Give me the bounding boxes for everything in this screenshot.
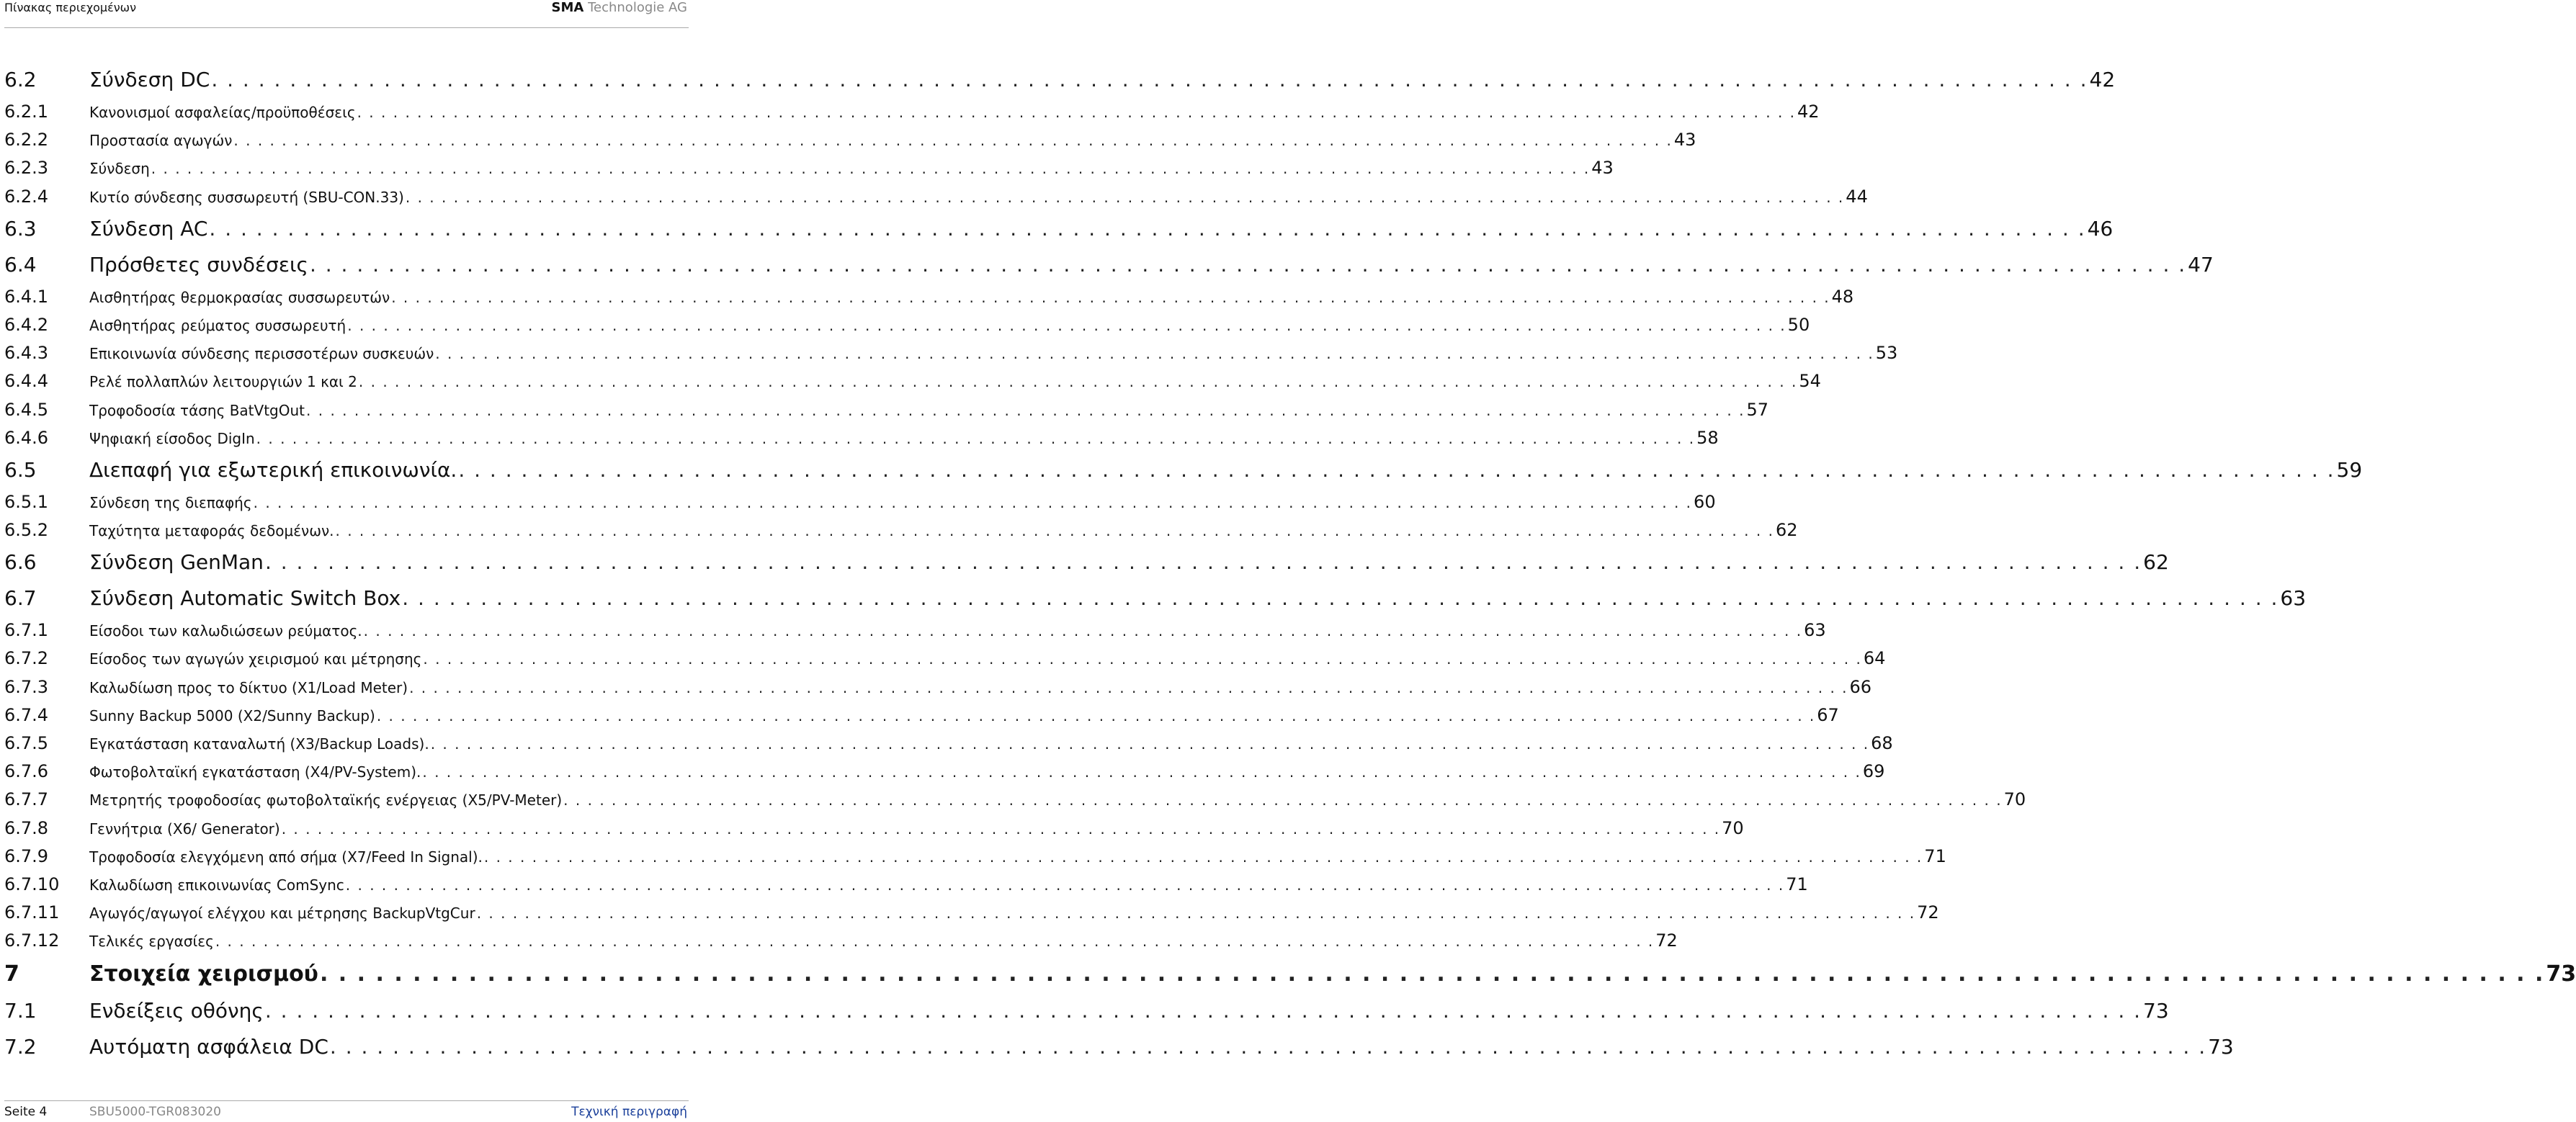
toc-entry-page: 70: [1722, 817, 1744, 838]
toc-dot-leader: . . . . . . . . . . . . . . . . . . . . . . . . . . . . . . . . . . . . . . . . . . . . . . . . . . . . . . . . . . . . . . . . . . . . . . . . . . . . . . . . . . . . . . . . . . . . . . . . . . . . . . . . . . . . . . . . . . . . . . . .: [422, 763, 1861, 781]
toc-entry[interactable]: [4, 339, 1898, 367]
toc-entry-page: 62: [1775, 520, 1798, 541]
toc-entry[interactable]: [4, 62, 2116, 98]
toc-entry-title: Σύνδεση: [89, 160, 150, 178]
toc-entry-page: 42: [2089, 68, 2116, 91]
toc-entry-title: Σύνδεση DC: [89, 68, 210, 91]
toc-entry-page: 62: [2143, 550, 2169, 575]
toc-entry-title: Καλωδίωση προς το δίκτυο (X1/Load Meter): [89, 678, 408, 696]
toc-dot-leader: . . . . . . . . . . . . . . . . . . . . . . . . . . . . . . . . . . . . . . . . . . . . . . . . . . . . . . . . . . . . . . . . . . . . . . . . . . . . . . . . . . . . . . . . . . . . . . . . . . . . . . . . . . . . . . . . . . . . . . . .: [151, 160, 1591, 178]
toc-entry-number: 6.5: [4, 457, 37, 482]
toc-dot-leader: . . . . . . . . . . . . . . . . . . . . . . . . . . . . . . . . . . . . . . . . . . . . . . . . . . . . . . . . . . . . . . . . . . . . . . . . . . . . . . . . . . . . . . . . . . . . . . . . . . . . . . . . . . . . . . . . . . . . . . . .: [435, 345, 1874, 363]
header-section-title: Πίνακας περιεχομένων: [4, 1, 137, 14]
toc-entry[interactable]: [4, 645, 1886, 673]
toc-entry-title: Κανονισμοί ασφαλείας/προϋποθέσεις: [89, 104, 356, 121]
toc-entry-title: Αγωγός/αγωγοί ελέγχου και μέτρησης BackupVtgCur: [89, 905, 475, 923]
toc-entry-title: Ρελέ πολλαπλών λειτουργιών 1 και 2: [89, 373, 357, 391]
toc-entry-title: Ενδείξεις οθόνης: [89, 998, 264, 1023]
toc-dot-leader: . . . . . . . . . . . . . . . . . . . . . . . . . . . . . . . . . . . . . . . . . . . . . . . . . . . . . . . . . . . . . . . . . . . . . . . . . . . . . . . . . . . . . . . . . . . . . . . . . . . . . . . . . . . . . . . . . . . . . . . .: [402, 586, 2279, 611]
toc-entry-title: Στοιχεία χειρισμού: [89, 961, 318, 987]
toc-entry[interactable]: [4, 758, 1885, 786]
toc-entry-title: Ταχύτητα μεταφοράς δεδομένων.: [89, 522, 334, 540]
toc-entry[interactable]: [4, 673, 1872, 701]
toc-entry-number: 6.3: [4, 216, 37, 241]
toc-dot-leader: . . . . . . . . . . . . . . . . . . . . . . . . . . . . . . . . . . . . . . . . . . . . . . . . . . . . . . . . . . . . . . . . . . . . . . . . . . . . . . . . . . . . . . . . . . . . . . . . . . . . . . . . . . . . . . . . . . . . . . . .: [563, 791, 2003, 809]
toc-entry-title: Αισθητήρας ρεύματος συσσωρευτή: [89, 316, 346, 334]
toc-entry-page: 48: [1831, 286, 1854, 307]
toc-entry-number: 6.5.1: [4, 491, 49, 512]
toc-entry[interactable]: [4, 956, 2576, 993]
toc-entry-number: 6.2.3: [4, 158, 49, 179]
header-company: [552, 0, 687, 16]
toc-entry-page: 73: [2208, 1034, 2234, 1059]
toc-entry[interactable]: [4, 701, 1839, 730]
toc-entry-title: Σύνδεση AC: [89, 216, 208, 241]
toc-dot-leader: . . . . . . . . . . . . . . . . . . . . . . . . . . . . . . . . . . . . . . . . . . . . . . . . . . . . . . . . . . . . . . . . . . . . . . . . . . . . . . . . . . . . . . . . . . . . . . . . . . . . . . . . . . . . . . . . . . . . . . . .: [256, 429, 1696, 447]
toc-dot-leader: . . . . . . . . . . . . . . . . . . . . . . . . . . . . . . . . . . . . . . . . . . . . . . . . . . . . . . . . . . . . . . . . . . . . . . . . . . . . . . . . . . . . . . . . . . . . . . . . . . . . . . . . . . . . . . . . . . . . . . . .: [347, 316, 1786, 334]
toc-entry-number: 7.2: [4, 1034, 37, 1059]
toc-entry-page: 71: [1924, 845, 1946, 866]
toc-entry[interactable]: [4, 730, 1893, 758]
toc-entry[interactable]: [4, 871, 1808, 899]
toc-entry-page: 43: [1591, 158, 1614, 179]
toc-entry-title: Πρόσθετες συνδέσεις: [89, 252, 308, 277]
toc-dot-leader: . . . . . . . . . . . . . . . . . . . . . . . . . . . . . . . . . . . . . . . . . . . . . . . . . . . . . . . . . . . . . . . . . . . . . . . . . . . . . . . . . . . . . . . . . . . . . . . . . . . . . . . . . . . . . . . . . . . . . . . .: [329, 1034, 2207, 1059]
toc-entry-page: 64: [1863, 648, 1886, 669]
toc-entry-page: 42: [1797, 102, 1820, 122]
toc-dot-leader: . . . . . . . . . . . . . . . . . . . . . . . . . . . . . . . . . . . . . . . . . . . . . . . . . . . . . . . . . . . . . . . . . . . . . . . . . . . . . . . . . . . . . . . . . . . . . . . . . . . . . . . . . . . . . . . . . . . . . . . .: [357, 104, 1797, 121]
toc-dot-leader: . . . . . . . . . . . . . . . . . . . . . . . . . . . . . . . . . . . . . . . . . . . . . . . . . . . . . . . . . . . . . . . . . . . . . . . . . . . . . . . . . . . . . . . . . . . . . . . . . . . . . . . . . . . . . . . . . . . . . . . .: [430, 735, 1870, 753]
toc-entry-number: 6.2.2: [4, 130, 49, 151]
toc-entry-title: Φωτοβολταϊκή εγκατάσταση (X4/PV-System).: [89, 763, 421, 781]
toc-entry-title: Τελικές εργασίες: [89, 933, 214, 951]
toc-entry[interactable]: [4, 516, 1798, 544]
toc-dot-leader: . . . . . . . . . . . . . . . . . . . . . . . . . . . . . . . . . . . . . . . . . . . . . . . . . . . . . . . . . . . . . . . . . . . . . . . . . . . . . . . . . . . . . . . . . . . . . . . . . . . . . . . . . . . . . . . . . . . . . . . .: [345, 876, 1785, 894]
toc-entry[interactable]: [4, 927, 1678, 955]
toc-dot-leader: . . . . . . . . . . . . . . . . . . . . . . . . . . . . . . . . . . . . . . . . . . . . . . . . . . . . . . . . . . . . . . . . . . . . . . . . . . . . . . . . . . . . . . . . . . . . . . . . . . . . . . . . . . . . . . . . . . . . . . . .: [376, 706, 1816, 724]
toc-entry[interactable]: [4, 211, 2114, 247]
toc-entry-number: 7: [4, 961, 19, 987]
toc-entry-page: 44: [1846, 186, 1868, 207]
toc-entry[interactable]: [4, 283, 1854, 311]
header-company-name: Technologie AG: [588, 0, 687, 15]
toc-entry-number: 6.4.2: [4, 314, 49, 335]
toc-entry-page: 60: [1694, 491, 1716, 512]
toc-dot-leader: . . . . . . . . . . . . . . . . . . . . . . . . . . . . . . . . . . . . . . . . . . . . . . . . . . . . . . . . . . . . . . . . . . . . . . . . . . . . . . . . . . . . . . . . . . . . . . . . . . . . . . . . . . . . . . . . . . . . . . . .: [264, 550, 2142, 575]
toc-entry-page: 46: [2087, 216, 2114, 241]
toc-dot-leader: . . . . . . . . . . . . . . . . . . . . . . . . . . . . . . . . . . . . . . . . . . . . . . . . . . . . . . . . . . . . . . . . . . . . . . . . . . . . . . . . . . . . . . . . . . . . . . . . . . . . . . . . . . . . . . . . . . . . . . . .: [391, 288, 1830, 306]
toc-entry-number: 6.7.3: [4, 676, 49, 697]
toc-entry-page: 50: [1787, 314, 1810, 335]
toc-entry[interactable]: [4, 183, 1868, 211]
toc-dot-leader: . . . . . . . . . . . . . . . . . . . . . . . . . . . . . . . . . . . . . . . . . . . . . . . . . . . . . . . . . . . . . . . . . . . . . . . . . . . . . . . . . . . . . . . . . . . . . . . . . . . . . . . . . . . . . . . . . . . . . . . .: [483, 848, 1923, 866]
toc-entry-page: 63: [2280, 586, 2307, 611]
toc-entry-title: Σύνδεση της διεπαφής: [89, 493, 252, 511]
toc-entry-title: Καλωδίωση επικοινωνίας ComSync: [89, 876, 344, 894]
toc-entry-title: Προστασία αγωγών: [89, 132, 233, 150]
toc-entry-title: Αισθητήρας θερμοκρασίας συσσωρευτών: [89, 288, 390, 306]
toc-dot-leader: . . . . . . . . . . . . . . . . . . . . . . . . . . . . . . . . . . . . . . . . . . . . . . . . . . . . . . . . . . . . . . . . . . . . . . . . . . . . . . . . . . . . . . . . . . . . . . . . . . . . . . . . . . . . . . . . . . . . . . . .: [211, 68, 2088, 91]
toc-entry-number: 6.4.4: [4, 371, 49, 392]
toc-entry-number: 6.6: [4, 550, 37, 575]
toc-dot-leader: . . . . . . . . . . . . . . . . . . . . . . . . . . . . . . . . . . . . . . . . . . . . . . . . . . . . . . . . . . . . . . . . . . . . . . . . . . . . . . . . . . . . . . . . . . . . . . . . . . . . . . . . . . . . . . . . . . . . . . . .: [423, 650, 1862, 668]
toc-entry-title: Σύνδεση Automatic Switch Box: [89, 586, 401, 611]
toc-entry-title: Ψηφιακή είσοδος DigIn: [89, 429, 255, 447]
toc-entry-page: 67: [1817, 704, 1839, 725]
toc-dot-leader: . . . . . . . . . . . . . . . . . . . . . . . . . . . . . . . . . . . . . . . . . . . . . . . . . . . . . . . . . . . . . . . . . . . . . . . . . . . . . . . . . . . . . . . . . . . . . . . . . . . . . . . . . . . . . . . . . . . . . . . .: [264, 998, 2142, 1023]
toc-dot-leader: . . . . . . . . . . . . . . . . . . . . . . . . . . . . . . . . . . . . . . . . . . . . . . . . . . . . . . . . . . . . . . . . . . . . . . . . . . . . . . . . . . . . . . . . . . . . . . . . . . . . . . . . . . . . . . . . . . . . . . . .: [409, 678, 1848, 696]
toc-entry-number: 6.7.1: [4, 620, 49, 641]
toc-entry-title: Σύνδεση GenMan: [89, 550, 264, 575]
toc-entry-page: 63: [1804, 620, 1826, 641]
toc-entry-page: 69: [1862, 761, 1885, 782]
footer-doc-type: Τεχνική περιγραφή: [571, 1105, 687, 1119]
toc-entry-number: 6.7.12: [4, 930, 60, 951]
toc-entry-title: Κυτίο σύνδεσης συσσωρευτή (SBU-CON.33): [89, 188, 404, 206]
toc-entry-number: 6.4: [4, 252, 37, 277]
toc-entry[interactable]: [4, 1029, 2234, 1065]
toc-entry-number: 6.7.10: [4, 874, 60, 894]
toc-dot-leader: . . . . . . . . . . . . . . . . . . . . . . . . . . . . . . . . . . . . . . . . . . . . . . . . . . . . . . . . . . . . . . . . . . . . . . . . . . . . . . . . . . . . . . . . . . . . . . . . . . . . . . . . . . . . . . . . . . . . . . . .: [233, 132, 1673, 150]
toc-entry-number: 6.7.7: [4, 789, 49, 810]
toc-entry-number: 6.7.5: [4, 733, 49, 753]
toc-entry[interactable]: [4, 452, 2363, 488]
toc-entry[interactable]: [4, 311, 1810, 339]
toc-entry[interactable]: [4, 899, 1939, 927]
toc-entry-number: 6.7.11: [4, 902, 60, 923]
toc-entry[interactable]: [4, 786, 2026, 814]
toc-entry[interactable]: [4, 126, 1696, 154]
toc-dot-leader: . . . . . . . . . . . . . . . . . . . . . . . . . . . . . . . . . . . . . . . . . . . . . . . . . . . . . . . . . . . . . . . . . . . . . . . . . . . . . . . . . . . . . . . . . . . . . . . . . . . . . . . . . . . . . . . . . . . . . . . .: [319, 961, 2545, 987]
toc-entry-page: 72: [1917, 902, 1939, 923]
toc-entry-number: 6.2: [4, 68, 37, 91]
toc-dot-leader: . . . . . . . . . . . . . . . . . . . . . . . . . . . . . . . . . . . . . . . . . . . . . . . . . . . . . . . . . . . . . . . . . . . . . . . . . . . . . . . . . . . . . . . . . . . . . . . . . . . . . . . . . . . . . . . . . . . . . . . .: [253, 493, 1693, 511]
toc-entry[interactable]: [4, 247, 2214, 283]
toc-entry-title: Τροφοδοσία ελεγχόμενη από σήμα (X7/Feed In Signal).: [89, 848, 483, 866]
toc-entry-page: 71: [1786, 874, 1808, 894]
toc-entry-page: 73: [2143, 998, 2169, 1023]
toc-entry[interactable]: [4, 367, 1821, 395]
toc-entry[interactable]: [4, 98, 1820, 126]
toc-entry[interactable]: [4, 544, 2169, 580]
toc-entry[interactable]: [4, 814, 1744, 843]
toc-dot-leader: . . . . . . . . . . . . . . . . . . . . . . . . . . . . . . . . . . . . . . . . . . . . . . . . . . . . . . . . . . . . . . . . . . . . . . . . . . . . . . . . . . . . . . . . . . . . . . . . . . . . . . . . . . . . . . . . . . . . . . . .: [215, 933, 1655, 951]
toc-entry-page: 66: [1849, 676, 1872, 697]
toc-entry-number: 6.5.2: [4, 520, 49, 541]
toc-entry-page: 53: [1875, 343, 1898, 364]
toc-entry[interactable]: [4, 424, 1719, 452]
toc-entry-page: 47: [2188, 252, 2214, 277]
toc-entry-number: 6.7: [4, 586, 37, 611]
toc-dot-leader: . . . . . . . . . . . . . . . . . . . . . . . . . . . . . . . . . . . . . . . . . . . . . . . . . . . . . . . . . . . . . . . . . . . . . . . . . . . . . . . . . . . . . . . . . . . . . . . . . . . . . . . . . . . . . . . . . . . . . . . .: [309, 252, 2187, 277]
header-rule: [4, 27, 689, 28]
header-brand: SMA: [551, 0, 584, 15]
toc-entry-page: 58: [1696, 427, 1719, 448]
footer-doc-id: SBU5000-TGR083020: [89, 1105, 221, 1119]
toc-entry-page: 57: [1746, 399, 1768, 420]
toc-entry-number: 6.4.3: [4, 343, 49, 364]
toc-dot-leader: . . . . . . . . . . . . . . . . . . . . . . . . . . . . . . . . . . . . . . . . . . . . . . . . . . . . . . . . . . . . . . . . . . . . . . . . . . . . . . . . . . . . . . . . . . . . . . . . . . . . . . . . . . . . . . . . . . . . . . . .: [363, 622, 1803, 640]
toc-entry[interactable]: [4, 580, 2307, 616]
toc-entry-number: 6.7.9: [4, 845, 49, 866]
toc-entry-number: 6.2.4: [4, 186, 49, 207]
toc-entry-number: 6.7.4: [4, 704, 49, 725]
page-footer: [0, 1100, 692, 1122]
toc-entry[interactable]: [4, 488, 1716, 516]
toc-entry-number: 7.1: [4, 998, 37, 1023]
toc-entry[interactable]: [4, 154, 1614, 182]
toc-entry-title: Γεννήτρια (X6/ Generator): [89, 820, 280, 838]
toc-dot-leader: . . . . . . . . . . . . . . . . . . . . . . . . . . . . . . . . . . . . . . . . . . . . . . . . . . . . . . . . . . . . . . . . . . . . . . . . . . . . . . . . . . . . . . . . . . . . . . . . . . . . . . . . . . . . . . . . . . . . . . . .: [405, 188, 1845, 206]
toc-entry-title: Είσοδοι των καλωδιώσεων ρεύματος.: [89, 622, 362, 640]
toc-entry-number: 6.4.1: [4, 286, 49, 307]
toc-entry[interactable]: [4, 396, 1768, 424]
toc-entry[interactable]: [4, 616, 1826, 645]
toc-entry-page: 59: [2336, 457, 2363, 482]
page-header: [0, 0, 692, 29]
toc-entry-title: Τροφοδοσία τάσης BatVtgOut: [89, 401, 305, 419]
toc-entry-title: Είσοδος των αγωγών χειρισμού και μέτρησης: [89, 650, 422, 668]
toc-entry-title: Διεπαφή για εξωτερική επικοινωνία.: [89, 457, 457, 482]
toc-dot-leader: . . . . . . . . . . . . . . . . . . . . . . . . . . . . . . . . . . . . . . . . . . . . . . . . . . . . . . . . . . . . . . . . . . . . . . . . . . . . . . . . . . . . . . . . . . . . . . . . . . . . . . . . . . . . . . . . . . . . . . . .: [209, 216, 2086, 241]
toc-entry[interactable]: [4, 843, 1946, 871]
toc-entry-page: 68: [1871, 733, 1893, 753]
table-of-contents: [4, 62, 2576, 1065]
toc-entry-number: 6.2.1: [4, 102, 49, 122]
toc-dot-leader: . . . . . . . . . . . . . . . . . . . . . . . . . . . . . . . . . . . . . . . . . . . . . . . . . . . . . . . . . . . . . . . . . . . . . . . . . . . . . . . . . . . . . . . . . . . . . . . . . . . . . . . . . . . . . . . . . . . . . . . .: [335, 522, 1774, 540]
toc-dot-leader: . . . . . . . . . . . . . . . . . . . . . . . . . . . . . . . . . . . . . . . . . . . . . . . . . . . . . . . . . . . . . . . . . . . . . . . . . . . . . . . . . . . . . . . . . . . . . . . . . . . . . . . . . . . . . . . . . . . . . . . .: [458, 457, 2335, 482]
toc-entry-page: 73: [2546, 961, 2576, 987]
toc-entry-title: Μετρητής τροφοδοσίας φωτοβολταϊκής ενέργειας (X5/PV-Meter): [89, 791, 563, 809]
toc-dot-leader: . . . . . . . . . . . . . . . . . . . . . . . . . . . . . . . . . . . . . . . . . . . . . . . . . . . . . . . . . . . . . . . . . . . . . . . . . . . . . . . . . . . . . . . . . . . . . . . . . . . . . . . . . . . . . . . . . . . . . . . .: [476, 905, 1916, 923]
toc-entry-page: 72: [1655, 930, 1678, 951]
toc-entry-number: 6.7.2: [4, 648, 49, 669]
toc-entry-number: 6.7.6: [4, 761, 49, 782]
footer-page-number: Seite 4: [4, 1105, 48, 1119]
toc-entry[interactable]: [4, 993, 2169, 1029]
toc-dot-leader: . . . . . . . . . . . . . . . . . . . . . . . . . . . . . . . . . . . . . . . . . . . . . . . . . . . . . . . . . . . . . . . . . . . . . . . . . . . . . . . . . . . . . . . . . . . . . . . . . . . . . . . . . . . . . . . . . . . . . . . .: [306, 401, 1745, 419]
footer-rule: [4, 1100, 689, 1101]
toc-entry-number: 6.7.8: [4, 817, 49, 838]
toc-entry-page: 43: [1673, 130, 1696, 151]
toc-entry-title: Επικοινωνία σύνδεσης περισσοτέρων συσκευών: [89, 345, 434, 363]
toc-entry-title: Sunny Backup 5000 (X2/Sunny Backup): [89, 706, 375, 724]
toc-dot-leader: . . . . . . . . . . . . . . . . . . . . . . . . . . . . . . . . . . . . . . . . . . . . . . . . . . . . . . . . . . . . . . . . . . . . . . . . . . . . . . . . . . . . . . . . . . . . . . . . . . . . . . . . . . . . . . . . . . . . . . . .: [358, 373, 1798, 391]
toc-entry-number: 6.4.5: [4, 399, 49, 420]
toc-entry-title: Αυτόματη ασφάλεια DC: [89, 1034, 328, 1059]
toc-entry-page: 54: [1799, 371, 1821, 392]
toc-entry-number: 6.4.6: [4, 427, 49, 448]
toc-entry-title: Εγκατάσταση καταναλωτή (X3/Backup Loads).: [89, 735, 429, 753]
toc-dot-leader: . . . . . . . . . . . . . . . . . . . . . . . . . . . . . . . . . . . . . . . . . . . . . . . . . . . . . . . . . . . . . . . . . . . . . . . . . . . . . . . . . . . . . . . . . . . . . . . . . . . . . . . . . . . . . . . . . . . . . . . .: [281, 820, 1721, 838]
toc-entry-page: 70: [2003, 789, 2026, 810]
